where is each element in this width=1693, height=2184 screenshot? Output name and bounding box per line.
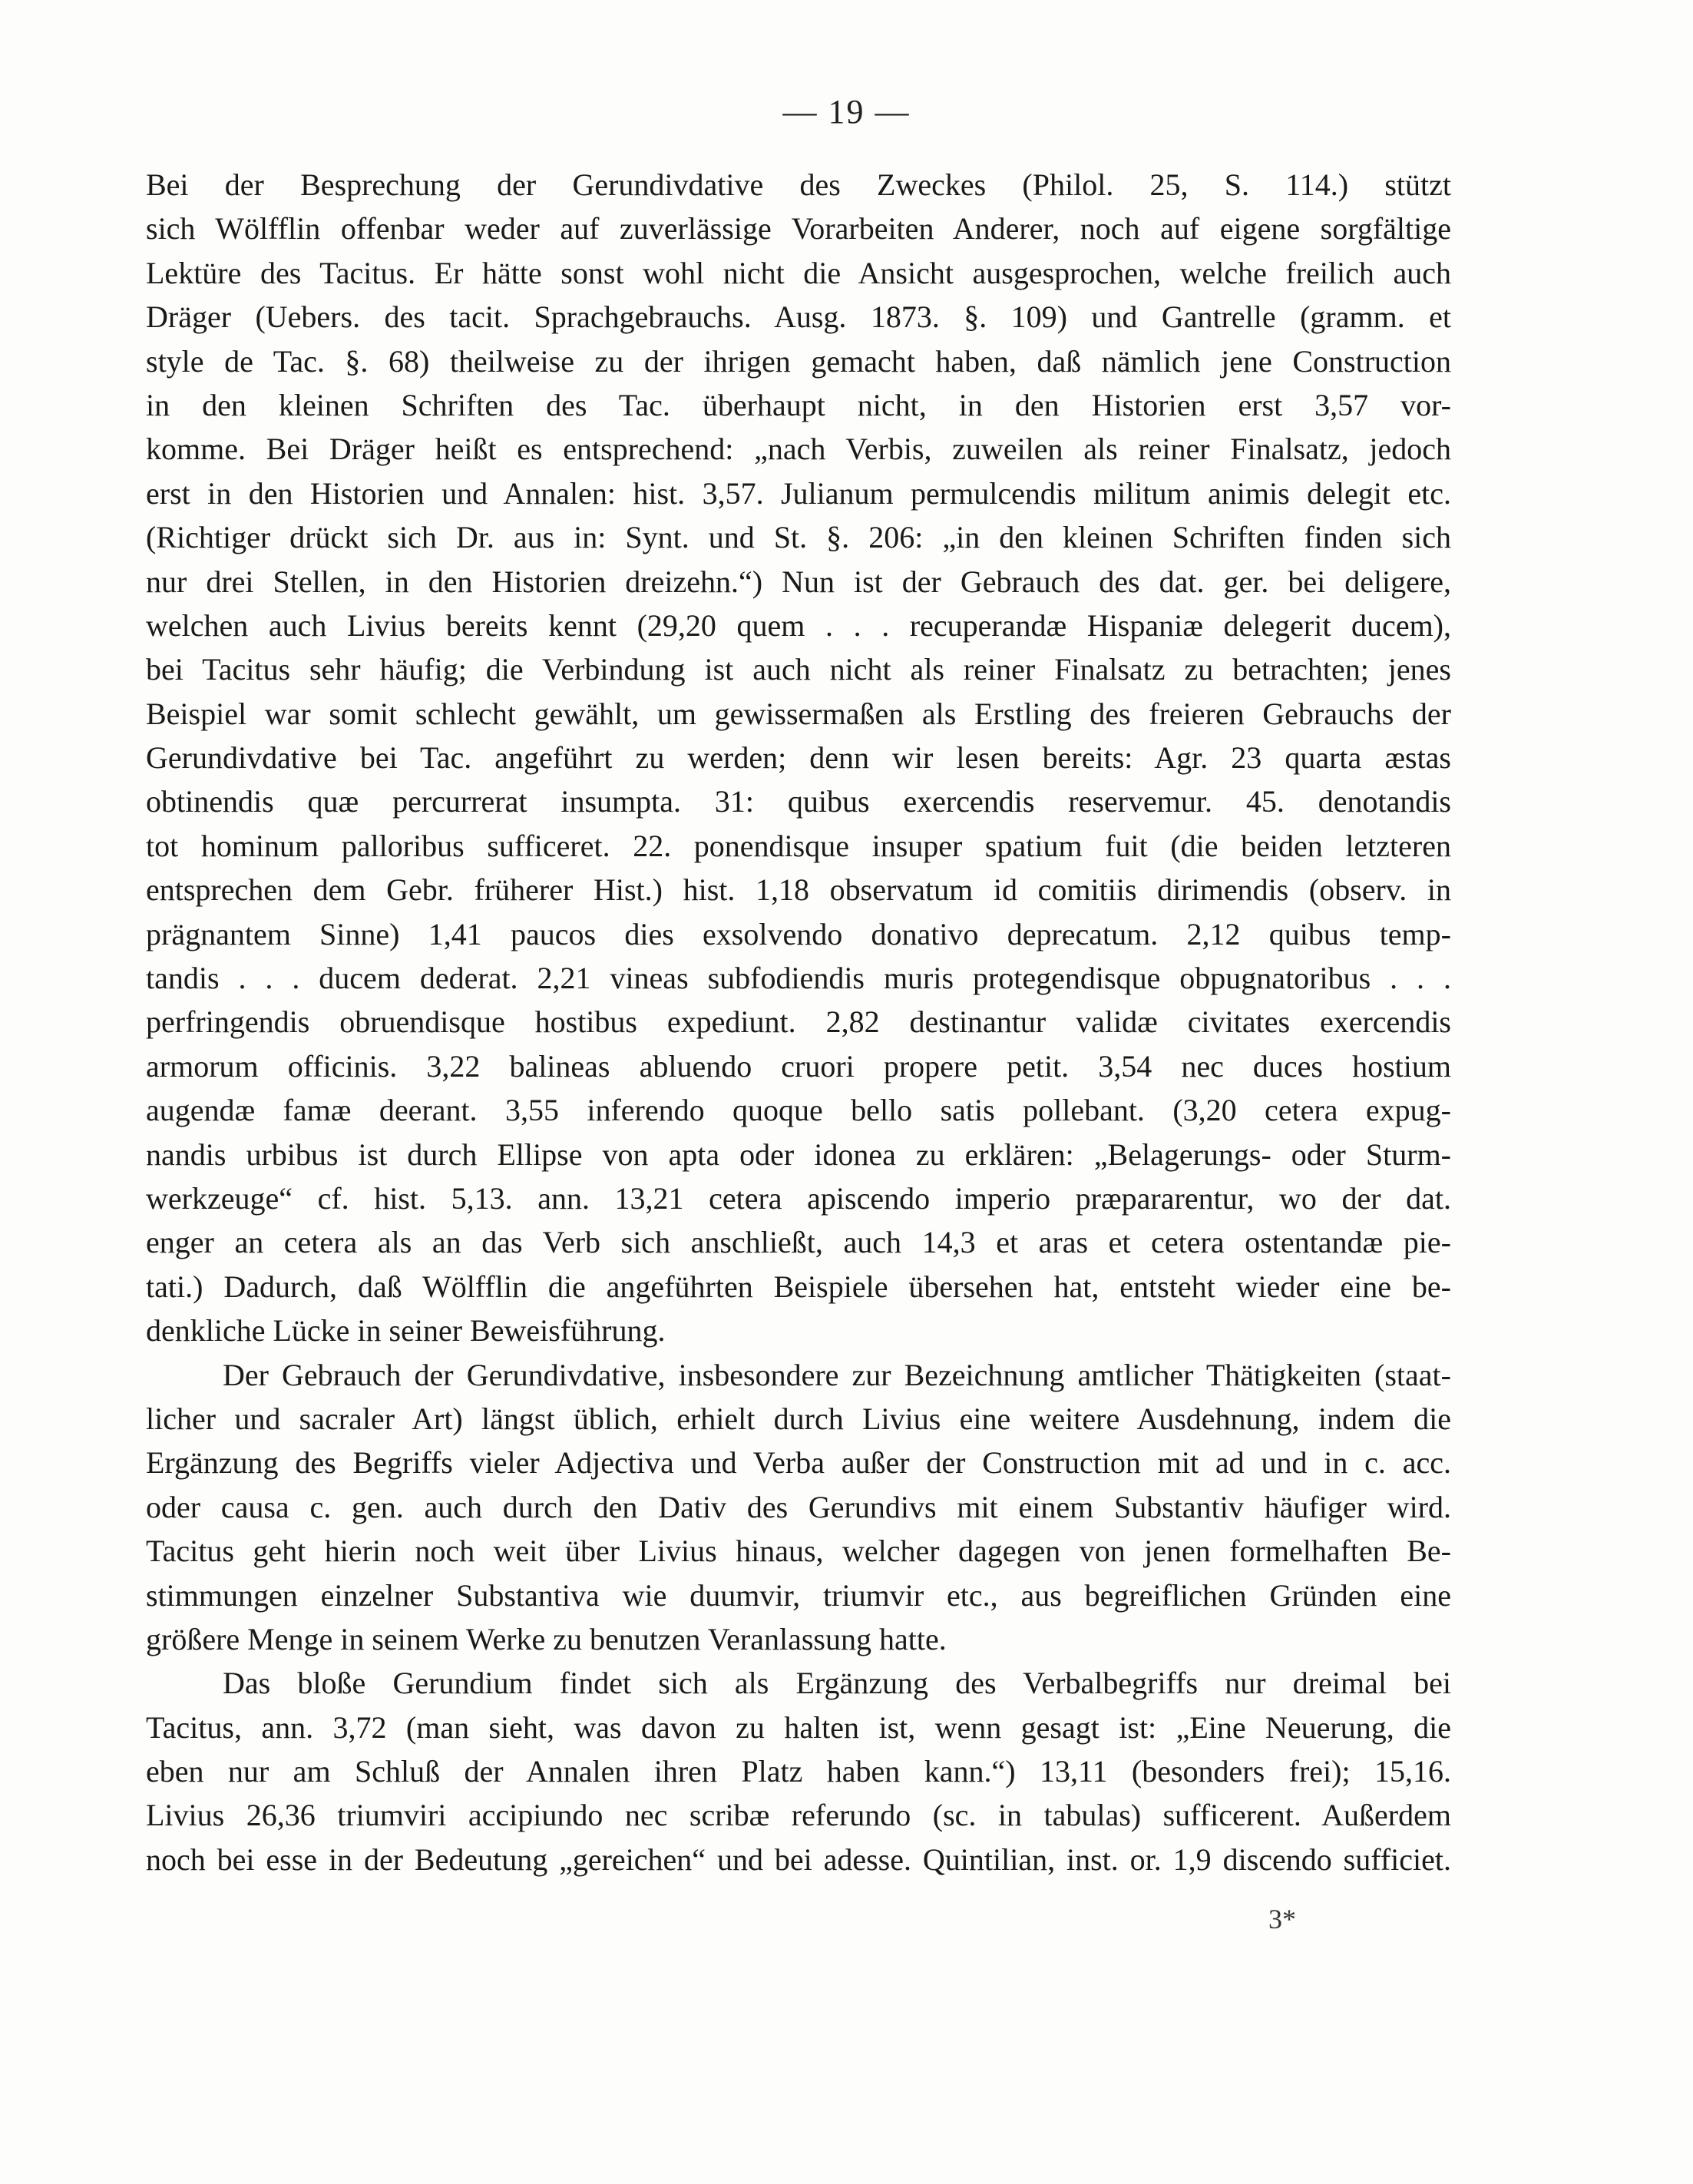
text-line: (Richtiger drückt sich Dr. aus in: Synt. und St. §. 206: „in den kleinen Schriften finden sich [146,520,1451,555]
text-line: enger an cetera als an das Verb sich anschließt, auch 14,3 et aras et cetera ostentandæ pie- [146,1225,1451,1260]
text-line: eben nur am Schluß der Annalen ihren Platz haben kann.“) 13,11 (besonders frei); 15,16. [146,1754,1451,1789]
text-line: Tacitus geht hierin noch weit über Livius hinaus, welcher dagegen von jenen formelhaften Be- [146,1534,1451,1569]
text-line: armorum officinis. 3,22 balineas abluendo cruori propere petit. 3,54 nec duces hostium [146,1048,1451,1084]
text-line: tati.) Dadurch, daß Wölfflin die angeführten Beispiele übersehen hat, entsteht wieder eine be- [146,1269,1451,1304]
text-line: erst in den Historien und Annalen: hist. 3,57. Julianum permulcendis militum animis delegit etc. [146,475,1451,511]
text-line: bei Tacitus sehr häufig; die Verbindung ist auch nicht als reiner Finalsatz zu betrachten; jenes [146,652,1451,687]
text-line: nur drei Stellen, in den Historien dreizehn.“) Nun ist der Gebrauch des dat. ger. bei deligere, [146,564,1451,599]
text-line: in den kleinen Schriften des Tac. überhaupt nicht, in den Historien erst 3,57 vor- [146,387,1451,422]
text-line: tot hominum palloribus sufficeret. 22. ponendisque insuper spatium fuit (die beiden letzteren [146,828,1451,863]
text-line: Tacitus, ann. 3,72 (man sieht, was davon zu halten ist, wenn gesagt ist: „Eine Neuerung, die [146,1709,1451,1745]
text-line: perfringendis obruendisque hostibus expediunt. 2,82 destinantur validæ civitates exercendis [146,1004,1451,1040]
text-line: komme. Bei Dräger heißt es entsprechend: „nach Verbis, zuweilen als reiner Finalsatz, jedoch [146,432,1451,467]
text-line: noch bei esse in der Bedeutung „gereichen“ und bei adesse. Quintilian, inst. or. 1,9 discendo sufficiet. [146,1842,1451,1877]
text-line: denkliche Lücke in seiner Beweisführung. [146,1313,666,1348]
text-line: Livius 26,36 triumviri accipiundo nec scribæ referundo (sc. in tabulas) sufficerent. Außerdem [146,1798,1451,1833]
text-line: Der Gebrauch der Gerundivdative, insbesondere zur Bezeichnung amtlicher Thätigkeiten (staat- [223,1357,1451,1392]
text-line: style de Tac. §. 68) theilweise zu der ihrigen gemacht haben, daß nämlich jene Construction [146,343,1451,379]
text-line: tandis . . . ducem dederat. 2,21 vineas subfodiendis muris protegendisque obpugnatoribus . . . [146,961,1451,996]
text-line: Lektüre des Tacitus. Er hätte sonst wohl nicht die Ansicht ausgesprochen, welche freilich auch [146,255,1451,290]
text-line: oder causa c. gen. auch durch den Dativ des Gerundivs mit einem Substantiv häufiger wird. [146,1489,1451,1524]
text-line: obtinendis quæ percurrerat insumpta. 31: quibus exercendis reservemur. 45. denotandis [146,784,1451,819]
text-line: stimmungen einzelner Substantiva wie duumvir, triumvir etc., aus begreiflichen Gründen eine [146,1577,1451,1613]
text-line: Beispiel war somit schlecht gewählt, um gewissermaßen als Erstling des freieren Gebrauchs der [146,696,1451,731]
text-line: welchen auch Livius bereits kennt (29,20 quem . . . recuperandæ Hispaniæ delegerit ducem), [146,607,1451,643]
text-line: entsprechen dem Gebr. früherer Hist.) hist. 1,18 observatum id comitiis dirimendis (observ. in [146,872,1451,908]
text-line: Das bloße Gerundium findet sich als Ergänzung des Verbalbegriffs nur dreimal bei [223,1666,1451,1701]
body-text [146,163,1451,1881]
text-line: Dräger (Uebers. des tacit. Sprachgebrauchs. Ausg. 1873. §. 109) und Gantrelle (gramm. et [146,299,1451,335]
text-line: prägnantem Sinne) 1,41 paucos dies exsolvendo donativo deprecatum. 2,12 quibus temp- [146,916,1451,951]
text-line: größere Menge in seinem Werke zu benutzen Veranlassung hatte. [146,1621,947,1656]
text-line: nandis urbibus ist durch Ellipse von apta oder idonea zu erklären: „Belagerungs- oder Sturm- [146,1137,1451,1172]
text-line: Gerundivdative bei Tac. angeführt zu werden; denn wir lesen bereits: Agr. 23 quarta æstas [146,740,1451,776]
text-line: werkzeuge“ cf. hist. 5,13. ann. 13,21 cetera apiscendo imperio præpararentur, wo der dat. [146,1180,1451,1216]
signature-mark: 3* [1268,1904,1296,1934]
text-line: Bei der Besprechung der Gerundivdative des Zweckes (Philol. 25, S. 114.) stützt [146,167,1451,202]
text-line: augendæ famæ deerant. 3,55 inferendo quoque bello satis pollebant. (3,20 cetera expug- [146,1093,1451,1128]
text-line: sich Wölfflin offenbar weder auf zuverlässige Vorarbeiten Anderer, noch auf eigene sorgfältige [146,211,1451,247]
text-line: licher und sacraler Art) längst üblich, erhielt durch Livius eine weitere Ausdehnung, indem die [146,1401,1451,1436]
text-line: Ergänzung des Begriffs vieler Adjectiva und Verba außer der Construction mit ad und in c. acc. [146,1445,1451,1481]
page-number: — 19 — [782,93,911,131]
